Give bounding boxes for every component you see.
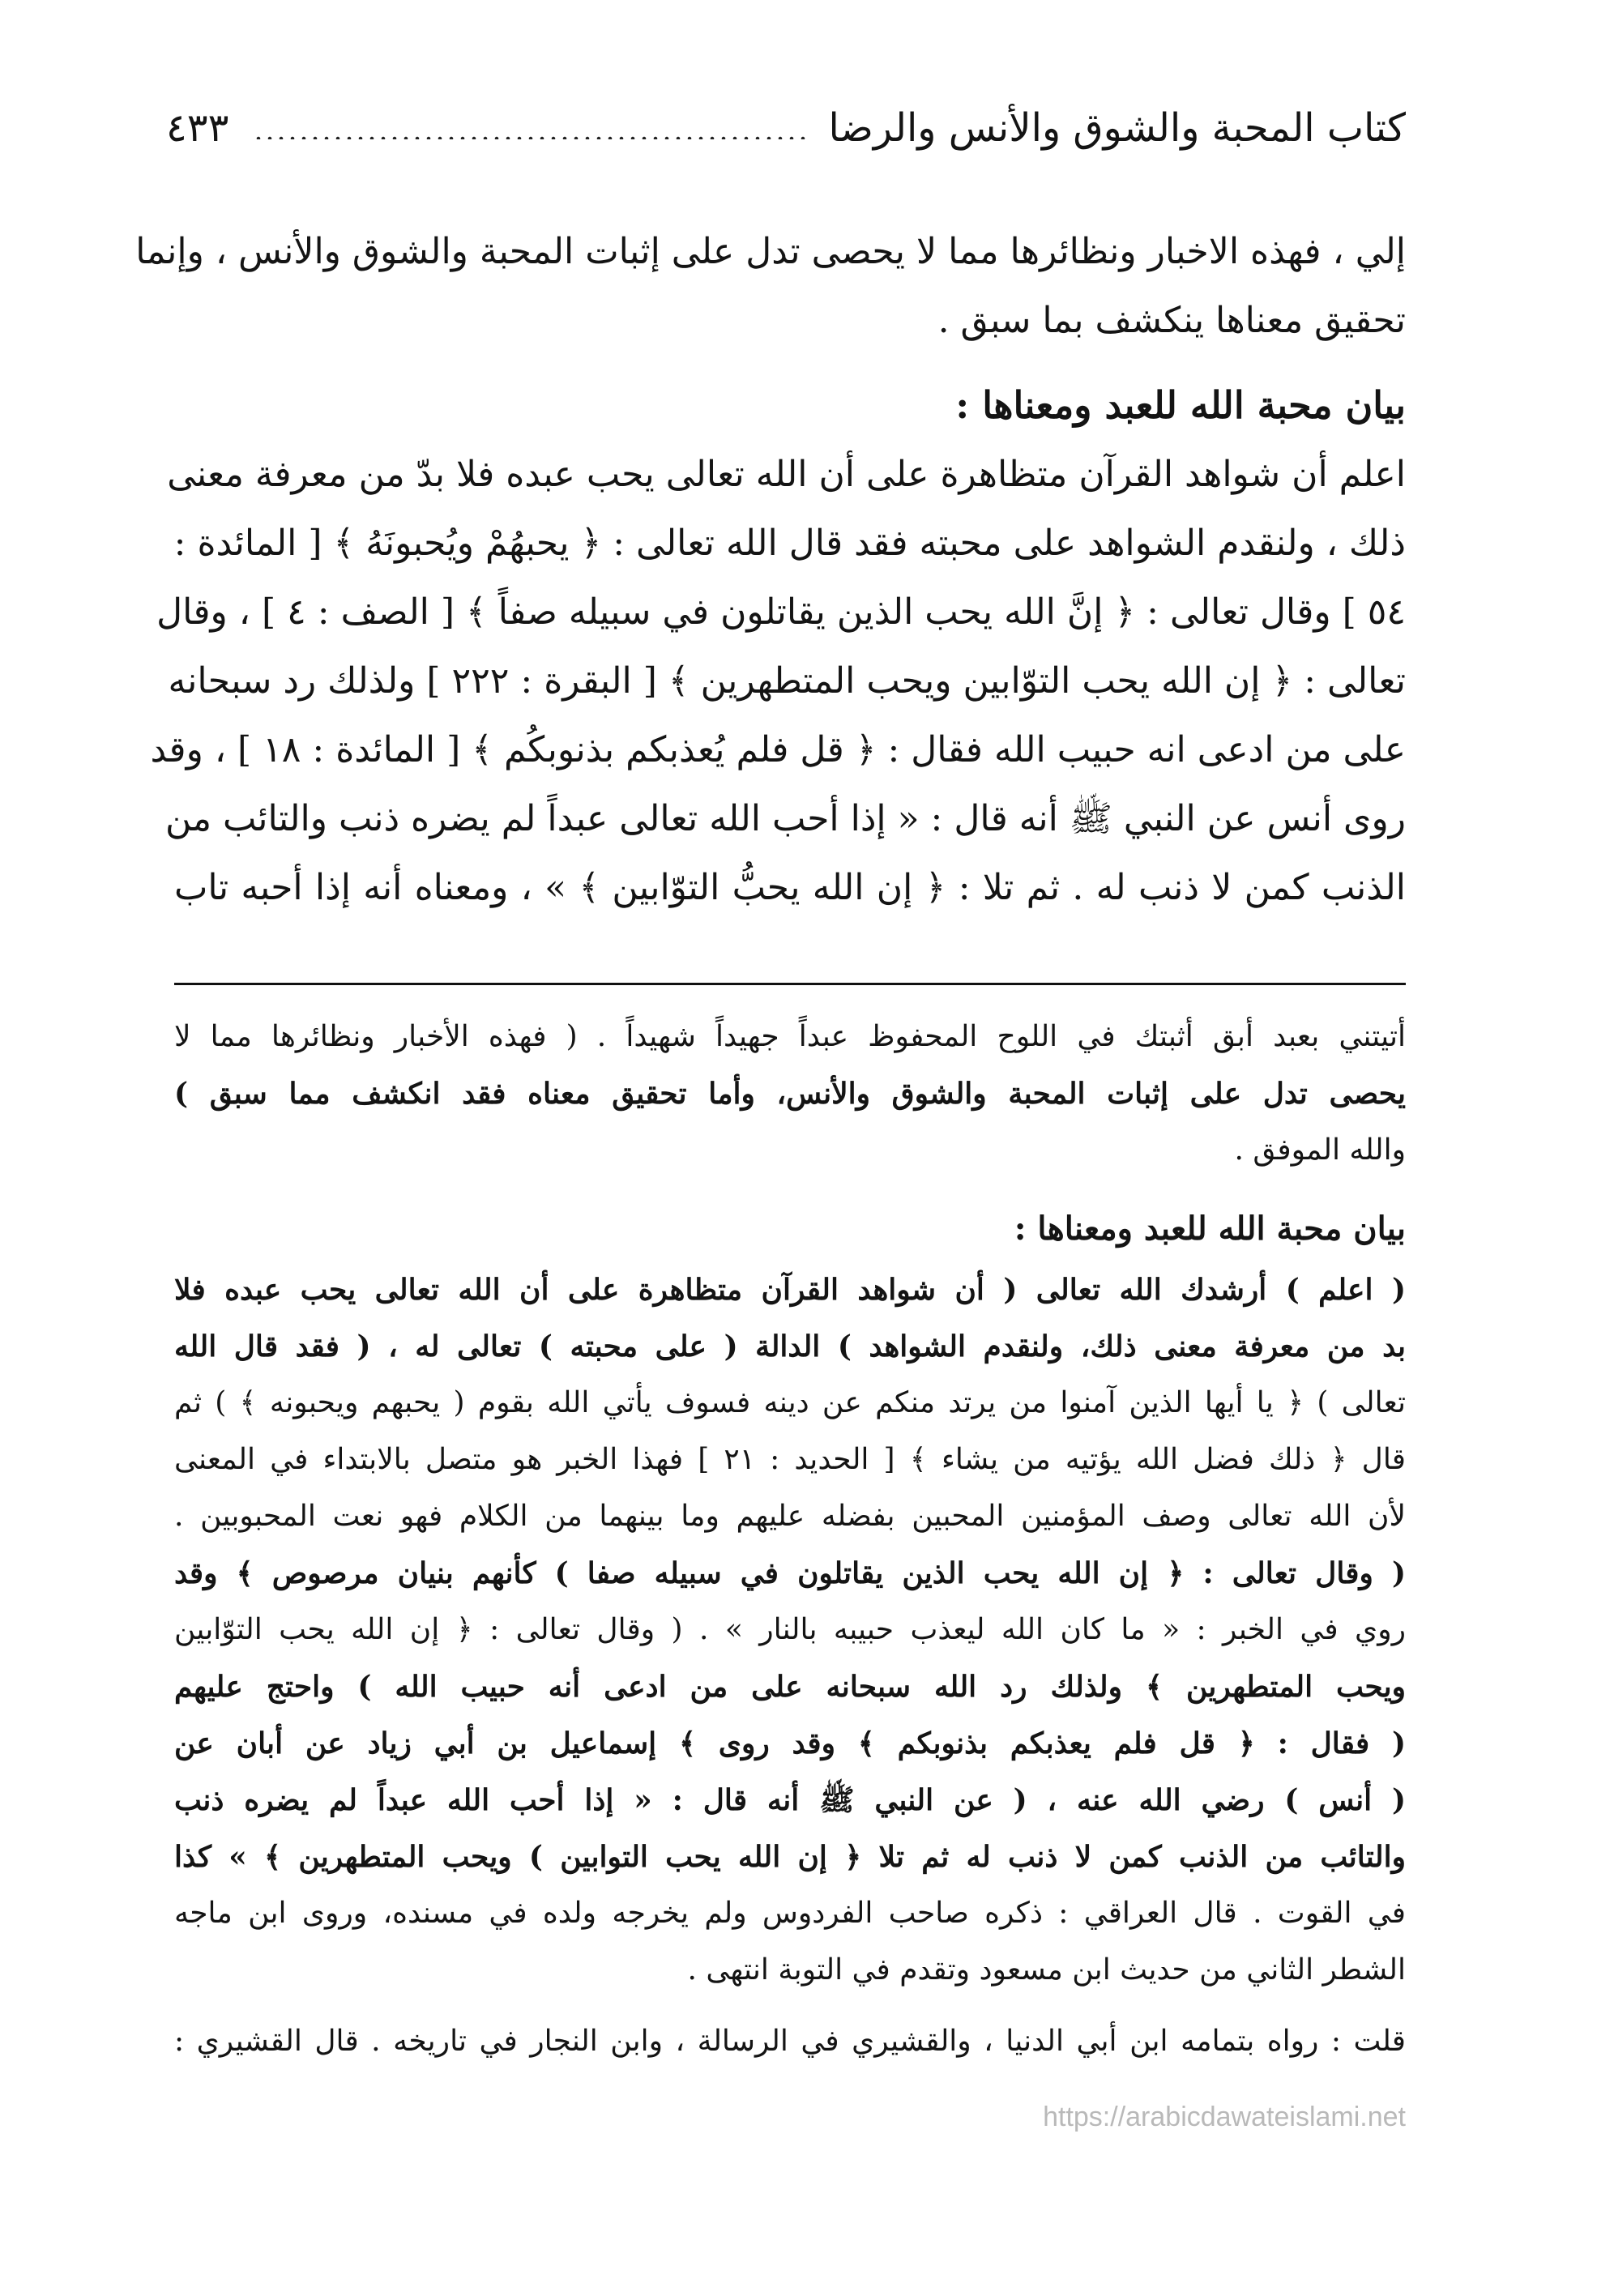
page-number: ٤٣٣: [166, 105, 229, 151]
commentary-line: أتيتني بعبد أبق أثبتك في اللوح المحفوظ عبداً جهيداً شهيداً . ( فهذه الأخبار ونظائرها مما لا: [174, 1020, 1406, 1053]
commentary-line: ( فقال : ﴿ قل فلم يعذبكم بذنوبكم ﴾ وقد روى ﴾ إسماعيل بن أبي زياد عن أبان عن: [174, 1726, 1406, 1760]
commentary-text: [174, 1009, 1406, 2070]
commentary-line: قال ﴿ ذلك فضل الله يؤتيه من يشاء ﴾ [ الحديد : ٢١ ] فهذا الخبر هو متصل بالابتداء في المعنى: [174, 1443, 1406, 1476]
page-header: [166, 96, 1406, 160]
paragraph-line: الذنب كمن لا ذنب له . ثم تلا : ﴿ إن الله يحبُّ التوّابين ﴾ » ، ومعناه أنه إذا أحبه تاب: [174, 867, 1406, 908]
commentary-line: ويحب المتطهرين ﴾ ولذلك رد الله سبحانه على من ادعى أنه حبيب الله ) واحتج عليهم: [174, 1670, 1406, 1704]
commentary-line: والله الموفق .: [1234, 1133, 1406, 1167]
commentary-line: ( وقال تعالى : ﴿ إن الله يحب الذين يقاتلون في سبيله صفا ) كأنهم بنيان مرصوص ﴾ وقد: [174, 1556, 1406, 1590]
commentary-line: ( اعلم ) أرشدك الله تعالى ( أن شواهد القرآن متظاهرة على أن الله تعالى يحب عبده فلا: [174, 1273, 1406, 1307]
paragraph-line: على من ادعى انه حبيب الله فقال : ﴿ قل فلم يُعذبكم بذنوبكُم ﴾ [ المائدة : ١٨ ] ، وقد: [150, 729, 1406, 770]
paragraph-line: ذلك ، ولنقدم الشواهد على محبته فقد قال الله تعالى : ﴿ يحبهُمْ ويُحبونَهُ ﴾ [ المائدة :: [173, 523, 1406, 564]
commentary-footer-line: قلت : رواه بتمامه ابن أبي الدنيا ، والقشيري في الرسالة ، وابن النجار في تاريخه . قال القشيري :: [174, 2025, 1406, 2058]
commentary-heading: بيان محبة الله للعبد ومعناها :: [1014, 1210, 1406, 1248]
paragraph-line: روى أنس عن النبي ﷺ أنه قال : « إذا أحب الله تعالى عبداً لم يضره ذنب والتائب من: [164, 798, 1406, 839]
paragraph-line: ٥٤ ] وقال تعالى : ﴿ إنَّ الله يحب الذين يقاتلون في سبيله صفاً ﴾ [ الصف : ٤ ] ، وقال: [156, 591, 1406, 633]
main-text: [135, 217, 1406, 922]
chapter-title: كتاب المحبة والشوق والأنس والرضا: [828, 105, 1406, 151]
footnote-divider: [174, 983, 1406, 985]
commentary-line: يحصى تدل على إثبات المحبة والشوق والأنس، وأما تحقيق معناه فقد انكشف مما سبق ): [174, 1077, 1406, 1111]
commentary-line: ( أنس ) رضي الله عنه ، ( عن النبي ﷺ أنه قال : « إذا أحب الله عبداً لم يضره ذنب: [174, 1783, 1406, 1817]
watermark-url: https://arabicdawateislami.net: [1043, 2102, 1406, 2132]
spacer: [174, 1999, 1406, 2013]
section-heading: بيان محبة الله للعبد ومعناها :: [955, 383, 1406, 427]
commentary-line: روي في الخبر : « ما كان الله ليعذب حبيبه بالنار » . ( وقال تعالى : ﴿ إن الله يحب التوّابين: [174, 1613, 1406, 1646]
commentary-line: والتائب من الذنب كمن لا ذنب له ثم تلا ﴿ إن الله يحب التوابين ) ويحب المتطهرين ﴾ » كذا: [174, 1840, 1406, 1874]
paragraph-line: اعلم أن شواهد القرآن متظاهرة على أن الله تعالى يحب عبده فلا بدّ من معرفة معنى: [167, 454, 1406, 495]
main-line: تحقيق معناها ينكشف بما سبق .: [937, 300, 1406, 341]
paragraph-line: تعالى : ﴿ إن الله يحب التوّابين ويحب المتطهرين ﴾ [ البقرة : ٢٢٢ ] ولذلك رد سبحانه: [168, 660, 1406, 702]
commentary-line: لأن الله تعالى وصف المؤمنين المحبين بفضله عليهم وما بينهما من الكلام فهو نعت المحبوبين .: [174, 1500, 1406, 1533]
header-dot-leader: [253, 136, 812, 139]
commentary-line: تعالى ) ﴿ يا أيها الذين آمنوا من يرتد منكم عن دينه فسوف يأتي الله بقوم ( يحبهم ويحبونه ﴾ ) ثم: [174, 1386, 1406, 1419]
commentary-line: الشطر الثاني من حديث ابن مسعود وتقدم في التوبة انتهى .: [687, 1953, 1406, 1987]
commentary-line: بد من معرفة معنى ذلك، ولنقدم الشواهد ) الدالة ( على محبته ) تعالى له ، ( فقد قال الله: [174, 1329, 1406, 1364]
main-line: إلي ، فهذه الاخبار ونظائرها مما لا يحصى تدل على إثبات المحبة والشوق والأنس ، وإنما: [135, 231, 1406, 272]
commentary-line: في القوت . قال العراقي : ذكره صاحب الفردوس ولم يخرجه ولده في مسنده، وروى ابن ماجه: [174, 1897, 1406, 1930]
